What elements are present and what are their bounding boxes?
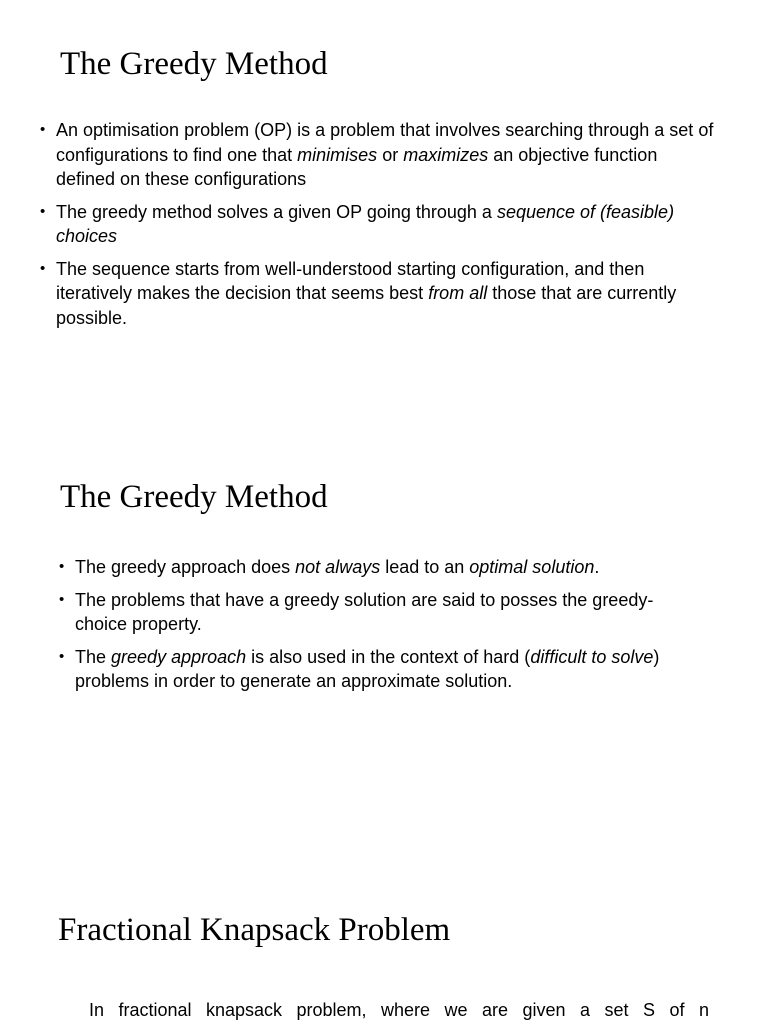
emphasis-text: greedy approach xyxy=(111,646,247,667)
slide-title: The Greedy Method xyxy=(60,479,328,515)
bullet-list xyxy=(59,555,699,702)
slide-title: The Greedy Method xyxy=(60,46,328,82)
bullet-item: • The sequence starts from well-understood starting configuration, and then iteratively makes the decision that seems best from all those that are currently possible. xyxy=(40,257,720,331)
bullet-item: • An optimisation problem (OP) is a problem that involves searching through a set of configurations to find one that minimises or maximizes an objective function defined on these configurations xyxy=(40,118,720,192)
emphasis-text: optimal solution xyxy=(469,557,595,577)
emphasis-text: maximizes xyxy=(403,144,489,165)
bullet-list xyxy=(40,118,720,338)
bullet-item: • The problems that have a greedy solution are said to posses the greedy-choice property. xyxy=(59,588,699,637)
emphasis-text: not always xyxy=(295,557,381,577)
emphasis-text: minimises xyxy=(297,144,378,165)
emphasis-text: from all xyxy=(428,283,488,303)
paragraph: In fractional knapsack problem, where we are given a set S of n xyxy=(89,1000,709,1020)
bullet-item: • The greedy method solves a given OP going through a sequence of (feasible) choices xyxy=(40,200,720,249)
emphasis-text: sequence of (feasible) choices xyxy=(56,201,675,246)
bullet-item: • The greedy approach is also used in the context of hard (difficult to solve) problems in order to generate an approximate solution. xyxy=(59,645,699,694)
bullet-item: • The greedy approach does not always lead to an optimal solution. xyxy=(59,555,699,580)
emphasis-text: difficult to solve xyxy=(530,646,654,667)
slide-title: Fractional Knapsack Problem xyxy=(58,912,451,948)
